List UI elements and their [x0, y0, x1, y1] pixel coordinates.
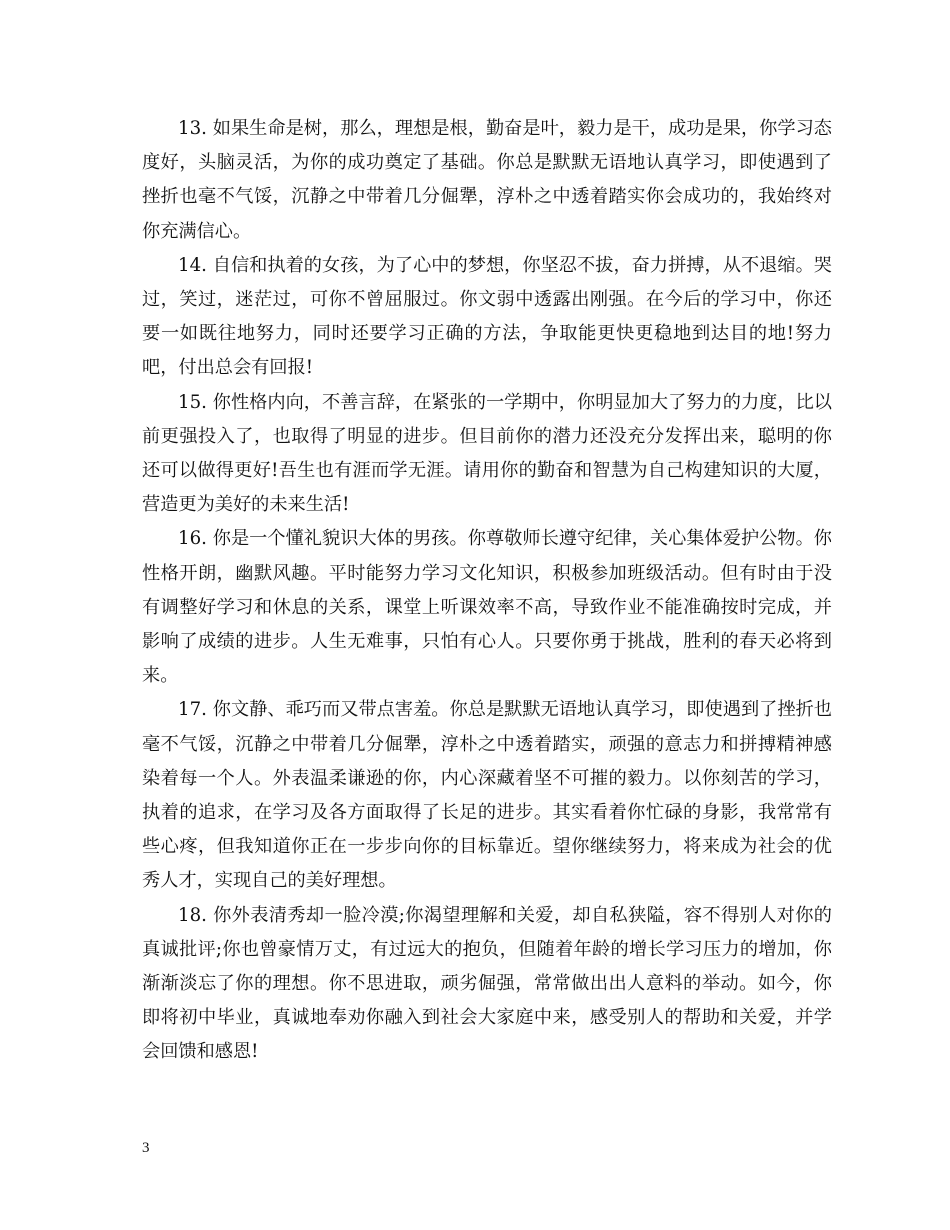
- document-body: [142, 112, 832, 1070]
- paragraph-16: 16. 你是一个懂礼貌识大体的男孩。你尊敬师长遵守纪律，关心集体爱护公物。你性格开朗，幽默风趣。平时能努力学习文化知识，积极参加班级活动。但有时由于没有调整好学习和休息的关系，课堂上听课效率不高，导致作业不能准确按时完成，并影响了成绩的进步。人生无难事，只怕有心人。只要你勇于挑战，胜利的春天必将到来。: [142, 528, 832, 687]
- paragraph-17: 17. 你文静、乖巧而又带点害羞。你总是默默无语地认真学习，即使遇到了挫折也毫不气馁，沉静之中带着几分倔犟，淳朴之中透着踏实，顽强的意志力和拼搏精神感染着每一个人。外表温柔谦逊的你，内心深藏着坚不可摧的毅力。以你刻苦的学习，执着的追求，在学习及各方面取得了长足的进步。其实看着你忙碌的身影，我常常有些心疼，但我知道你正在一步步向你的目标靠近。望你继续努力，将来成为社会的优秀人才，实现自己的美好理想。: [142, 699, 832, 892]
- page-number: 3: [142, 1140, 150, 1156]
- paragraph-14: 14. 自信和执着的女孩，为了心中的梦想，你坚忍不拔，奋力拼搏，从不退缩。哭过，笑过，迷茫过，可你不曾屈服过。你文弱中透露出刚强。在今后的学习中，你还要一如既往地努力，同时还要学习正确的方法，争取能更快更稳地到达目的地!努力吧，付出总会有回报!: [142, 254, 832, 379]
- paragraph-13: 13. 如果生命是树，那么，理想是根，勤奋是叶，毅力是干，成功是果，你学习态度好，头脑灵活，为你的成功奠定了基础。你总是默默无语地认真学习，即使遇到了挫折也毫不气馁，沉静之中带着几分倔犟，淳朴之中透着踏实你会成功的，我始终对你充满信心。: [142, 118, 832, 242]
- paragraph-15: 15. 你性格内向，不善言辞，在紧张的一学期中，你明显加大了努力的力度，比以前更强投入了，也取得了明显的进步。但目前你的潜力还没充分发挥出来，聪明的你还可以做得更好!吾生也有涯而学无涯。请用你的勤奋和智慧为自己构建知识的大厦，营造更为美好的未来生活!: [142, 391, 832, 516]
- paragraph-18: 18. 你外表清秀却一脸冷漠;你渴望理解和关爱，却自私狭隘，容不得别人对你的真诚批评;你也曾豪情万丈，有过远大的抱负，但随着年龄的增长学习压力的增加，你渐渐淡忘了你的理想。你不思进取，顽劣倔强，常常做出出人意料的举动。如今，你即将初中毕业，真诚地奉劝你融入到社会大家庭中来，感受别人的帮助和关爱，并学会回馈和感恩!: [142, 904, 832, 1063]
